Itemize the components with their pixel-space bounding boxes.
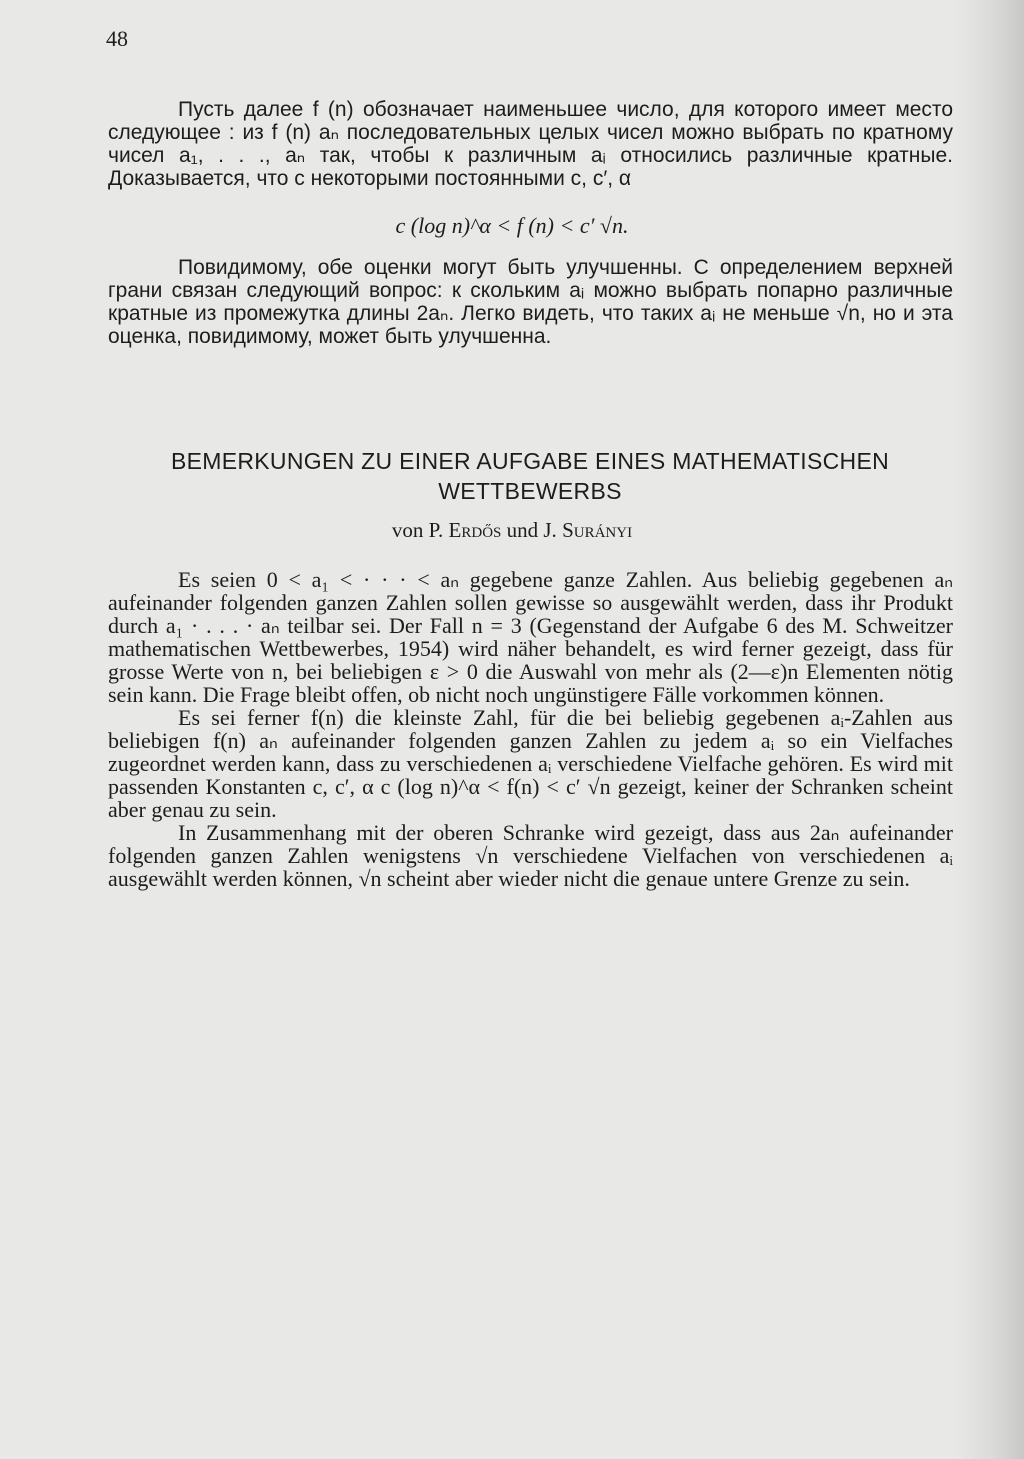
page-number: 48 [106,26,128,51]
russian-paragraph-1: Пусть далее f (n) обозначает наименьшее число, для которого имеет место следующее : из f (n) aₙ последовательных целых чисел можно выбрать по кратному чисел a₁, . . ., aₙ так, чтобы к различным aᵢ относились различные кратные. Доказывается, что с некоторыми постоянными c, c′, α [108,98,953,190]
article-byline [0,518,1024,543]
german-paragraph-3: In Zusammenhang mit der oberen Schranke wird gezeigt, dass aus 2aₙ aufeinander folgenden ganzen Zahlen wenigstens √n verschiedene Vielfachen von verschiedenen aᵢ ausgewählt werden können, √n scheint aber wieder nicht die genaue untere Grenze zu sein. [108,820,953,891]
byline-prefix: von P. [391,518,444,542]
author-suranyi: Surányi [562,518,633,542]
german-paragraph-1: Es seien 0 < a₁ < · · · < aₙ gegebene ganze Zahlen. Aus beliebig gegebenen aₙ aufeinander folgenden ganzen Zahlen sollen gewisse so ausgewählt werden, dass ihr Produkt durch a₁ · . . . · aₙ teilbar sei. Der Fall n = 3 (Gegenstand der Aufgabe 6 des M. Schweitzer mathematischen Wettbewerbes, 1954) wird näher behandelt, es wird ferner gezeigt, dass für grosse Werte von n, bei beliebigen ε > 0 die Auswahl von mehr als (2—ε)n Elementen nötig sein kann. Die Frage bleibt offen, ob nicht noch ungünstigere Fälle vorkommen können. [108,567,953,707]
byline-and: und J. [506,518,557,542]
russian-paragraph-2-block [108,256,953,348]
russian-formula: c (log n)^α < f (n) < c′ √n. [395,213,629,238]
author-erdos: Erdős [448,518,502,542]
article-title: BEMERKUNGEN ZU EINER AUFGABE EINES MATHEMATISCHEN WETTBEWERBS [171,448,889,504]
german-paragraph-2: Es sei ferner f(n) die kleinste Zahl, für die bei beliebig gegebenen aᵢ-Zahlen aus beliebigen f(n) aₙ aufeinander folgenden ganzen Zahlen zu jedem aᵢ so ein Vielfaches zugeordnet werden kann, dass zu verschiedenen aᵢ verschiedene Vielfache gehören. Es wird mit passenden Konstanten c, c′, α c (log n)^α < f(n) < c′ √n gezeigt, keiner der Schranken scheint aber genau zu sein. [108,705,953,822]
german-abstract [108,568,953,890]
russian-paragraph-2: Повидимому, обе оценки могут быть улучшенны. С определением верхней грани связан следующий вопрос: к скольким aᵢ можно выбрать попарно различные кратные из промежутка длины 2aₙ. Легко видеть, что таких aᵢ не меньше √n, но и эта оценка, повидимому, может быть улучшенна. [108,256,953,348]
russian-paragraph-1-block [108,98,953,190]
